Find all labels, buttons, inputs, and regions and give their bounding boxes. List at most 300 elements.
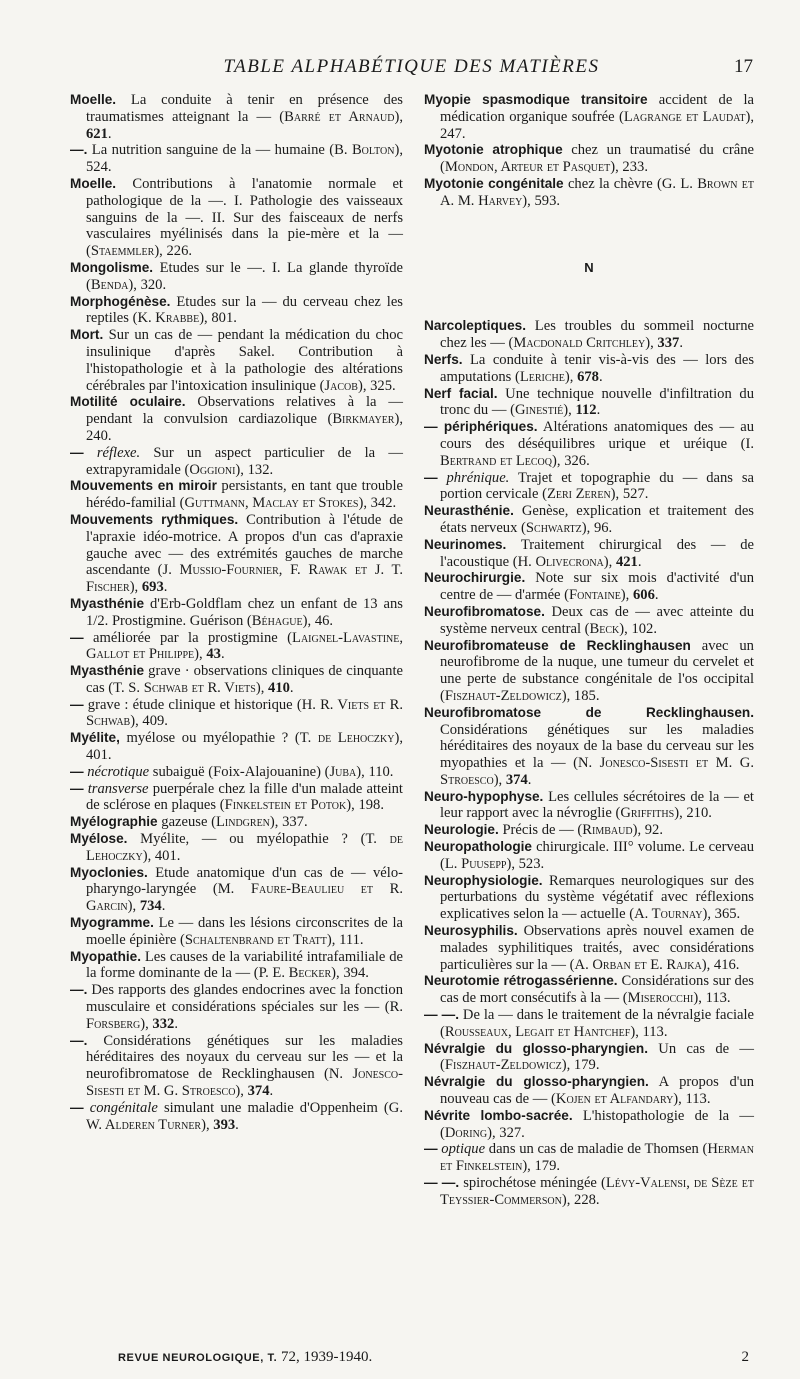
- entry-authors: Miserocchi: [627, 990, 694, 1007]
- entry-separator: ),: [331, 965, 344, 982]
- entry-text: Les troubles du sommeil nocturne chez les — (: [440, 318, 754, 352]
- entry-page: .: [598, 368, 603, 385]
- entry-authors: Jacob: [324, 377, 358, 394]
- entry-page: 337.: [282, 814, 308, 831]
- entry-headword: Nerf facial.: [424, 385, 498, 401]
- entry-text: Sur un cas de — pendant la médication du choc insulinique d'après Sakel. Contribution à l'histopathologie et à la pathologie des altérations cérébrales par l'intoxication insulinique (: [86, 327, 403, 394]
- entry-page-bold: 606: [632, 587, 655, 604]
- entry-headword: Narcoleptiques.: [424, 318, 526, 334]
- entry-text: Contribution à l'étude de l'apraxie idéo-motrice. A propos d'un cas d'apraxie gauche avec — des extrémités gauches de marche ascendante (: [86, 511, 403, 579]
- entry-page: 365.: [714, 906, 741, 923]
- entry-authors: Zeri Zeren: [546, 486, 611, 503]
- entry-headword: Myopie spasmodique transitoire: [424, 92, 648, 107]
- entry-authors: H. Olivecrona: [517, 553, 604, 570]
- index-entry: [424, 973, 754, 1007]
- entry-authors: G. W. Alderen Turner: [86, 1099, 403, 1133]
- entry-separator: ),: [326, 931, 340, 948]
- index-entry: [70, 294, 403, 328]
- entry-text: Note sur six mois d'activité d'un centre de — d'armée (: [440, 570, 754, 604]
- entry-page: 801.: [211, 310, 237, 327]
- entry-authors: Mondon, Arteur et Pasquet: [444, 159, 611, 176]
- entry-separator: ),: [561, 1057, 574, 1074]
- entry-authors: Juba: [329, 763, 357, 780]
- entry-authors: Griffiths: [620, 805, 675, 822]
- entry-authors: Ginestié: [514, 402, 564, 419]
- entry-page: .: [654, 587, 659, 604]
- entry-text: Considérations génétiques sur les maladies héréditaires des noyaux de la base du cerveau sur les myopathies et la — (: [440, 721, 754, 772]
- entry-page: 179.: [573, 1057, 600, 1074]
- entry-text: chez la chèvre (: [567, 175, 662, 192]
- entry-authors: K. Krabbe: [137, 310, 200, 327]
- entry-headword: — —.: [424, 1175, 460, 1191]
- entry-headword: — périphériques.: [424, 419, 538, 435]
- entry-headword: Neurofibromatose de Recklinghausen.: [424, 704, 754, 720]
- entry-headword: Myopathie.: [70, 948, 141, 964]
- entry-authors: Staemmler: [90, 243, 155, 260]
- entry-page: 102.: [631, 620, 657, 637]
- entry-page: 46.: [314, 612, 334, 629]
- entry-text: Trajet et topographie du — dans sa portion cervicale (: [440, 469, 754, 503]
- entry-headword: Névralgie du glosso-pharyngien.: [424, 1040, 649, 1056]
- index-entry: [424, 705, 754, 789]
- entry-text: Myélite, — ou myélopathie ? (: [140, 831, 366, 848]
- index-entry: [70, 596, 403, 630]
- entry-authors: Guttmann, Maclay et Stokes: [184, 495, 359, 512]
- entry-text: gazeuse (: [161, 814, 216, 831]
- entry-text: Deux cas de — avec atteinte du système nerveux central (: [440, 603, 754, 637]
- entry-authors: Doring: [444, 1124, 488, 1141]
- entry-authors: Rousseaux, Legait et Hantchef: [444, 1023, 631, 1040]
- entry-authors: Benda: [90, 276, 129, 293]
- entry-text: Considérations génétiques sur les maladies héréditaires des noyaux du cerveau sur les — et la neurofibromatose de Recklinghausen (: [86, 1032, 403, 1083]
- entry-page: 113.: [685, 1091, 711, 1108]
- entry-page: 247.: [440, 125, 466, 142]
- index-entry: [424, 352, 754, 386]
- entry-headword: Neurophysiologie.: [424, 872, 543, 888]
- index-entry: [70, 663, 403, 697]
- entry-separator: ),: [194, 646, 207, 663]
- entry-page: 233.: [622, 159, 648, 176]
- entry-authors: Béhague: [251, 612, 303, 629]
- entry-page: 593.: [534, 192, 561, 209]
- entry-page: 113.: [642, 1023, 668, 1040]
- entry-separator: ),: [129, 579, 142, 596]
- entry-text: Observations après nouvel examen de malades syphilitiques traités, avec considérations particulières sur la — (: [440, 923, 754, 973]
- page-title: TABLE ALPHABÉTIQUE DES MATIÈRES: [223, 56, 600, 77]
- entry-headword: Neurasthénie.: [424, 503, 514, 519]
- entry-separator: ),: [522, 192, 535, 209]
- entry-authors: Schaltenbrand et Tratt: [184, 931, 327, 948]
- index-entry: [424, 1007, 754, 1041]
- entry-headword: Neuro-hypophyse.: [424, 788, 544, 804]
- entry-text: accident de la médication organique soufrée (: [440, 92, 755, 125]
- entry-authors: Macdonald Critchley: [513, 335, 646, 352]
- entry-authors: Lagrange et Laudat: [623, 108, 746, 125]
- entry-text: Sur un aspect particulier de la — extrapyramidale (: [86, 444, 403, 478]
- entry-text: dans un cas de maladie de Thomsen (: [488, 1141, 708, 1158]
- entry-text: Un cas de — (: [440, 1040, 754, 1074]
- entry-page: 96.: [593, 519, 613, 536]
- entry-headword: Mongolisme.: [70, 259, 154, 275]
- entry-text: spirochétose méningée (: [463, 1175, 606, 1192]
- entry-headword: Morphogénèse.: [70, 293, 171, 309]
- entry-page-bold: 693: [141, 579, 164, 596]
- entry-headword: Myasthénie: [70, 595, 145, 611]
- entry-authors: M. Faure-Beaulieu et R. Garcin: [86, 881, 403, 915]
- entry-page: 416.: [713, 956, 740, 973]
- entry-headword: Myasthénie: [70, 663, 145, 679]
- entry-text: d'Erb-Goldflam chez un enfant de 13 ans 1/2. Prostigmine. Guérison (: [86, 595, 403, 629]
- entry-separator: ),: [632, 822, 645, 839]
- index-entry: [424, 923, 754, 973]
- index-entry: [424, 1141, 754, 1175]
- entry-headword: Myélographie: [70, 814, 158, 830]
- entry-page: .: [679, 335, 683, 352]
- entry-page: .: [637, 553, 642, 570]
- entry-headword: —: [70, 780, 84, 796]
- entry-authors: H. R. Viets et R. Schwab: [86, 696, 403, 730]
- index-entry: [70, 865, 403, 915]
- entry-headword: Névralgie du glosso-pharyngien.: [424, 1074, 649, 1090]
- entry-headword: Neurosyphilis.: [424, 923, 518, 939]
- entry-headword: Neurofibromateuse de Recklinghausen: [424, 637, 691, 653]
- entry-page: .: [107, 125, 112, 142]
- entry-text: Les cellules sécrétoires de la — et leur rapport avec la névroglie (: [440, 788, 754, 822]
- entry-page: 401.: [154, 847, 181, 864]
- entry-text: La conduite à tenir vis-à-vis des — lors des amputations (: [440, 351, 755, 385]
- entry-headword: Moelle.: [70, 175, 117, 191]
- right-column-n-entries: [424, 318, 754, 1208]
- entry-separator: ),: [235, 1083, 248, 1100]
- entry-page: 320.: [140, 276, 167, 293]
- entry-page: 327.: [499, 1124, 525, 1141]
- entry-text: A propos d'un nouveau cas de — (: [440, 1074, 754, 1108]
- entry-separator: ),: [693, 990, 706, 1007]
- entry-text: Traitement chirurgical des — de l'acoustique (: [440, 536, 754, 570]
- entry-text: grave · observations cliniques de cinquante cas (: [86, 663, 403, 696]
- running-header: [70, 56, 753, 82]
- entry-text: Observations relatives à la — pendant la convulsion cardiazolique (: [86, 394, 403, 428]
- entry-text: Genèse, explication et traitement des états nerveux (: [440, 503, 754, 536]
- entry-authors: N. Jonesco-Sisesti et M. G. Stroesco: [86, 1066, 403, 1100]
- entry-page-bold: 374: [247, 1083, 270, 1100]
- entry-headword: Nerfs.: [424, 351, 463, 367]
- entry-headword: Myélose.: [70, 831, 128, 847]
- entry-headword: Motilité oculaire.: [70, 394, 186, 410]
- entry-page-bold: 421: [615, 553, 638, 570]
- entry-headword: Myotonie atrophique: [424, 142, 563, 158]
- index-entry: [424, 1074, 754, 1108]
- entry-subheading: optique: [441, 1141, 486, 1158]
- entry-separator: ),: [561, 687, 574, 704]
- entry-page: 110.: [368, 763, 394, 780]
- index-entry: [70, 394, 403, 444]
- entry-text: L'histopathologie de la — (: [440, 1107, 754, 1141]
- entry-page: 185.: [573, 687, 600, 704]
- entry-headword: —: [70, 629, 84, 645]
- entry-page: 132.: [247, 461, 274, 478]
- entry-headword: —: [424, 469, 438, 485]
- entry-separator: ),: [673, 1091, 686, 1108]
- index-entry: [70, 915, 403, 949]
- page-number: 17: [734, 56, 753, 77]
- entry-separator: ),: [552, 452, 565, 469]
- index-entry: [70, 445, 403, 479]
- entry-page: .: [527, 771, 532, 788]
- entry-separator: ),: [199, 310, 212, 327]
- entry-separator: ),: [394, 142, 403, 159]
- entry-headword: Neurofibromatose.: [424, 603, 545, 619]
- entry-headword: Mort.: [70, 327, 104, 343]
- entry-headword: Mouvements en miroir: [70, 478, 217, 494]
- entry-page-bold: 621: [86, 125, 108, 142]
- entry-page: .: [161, 898, 166, 915]
- entry-page: 179.: [534, 1158, 561, 1175]
- entry-headword: Neuropathologie: [424, 839, 532, 855]
- index-entry: [70, 512, 403, 596]
- entry-text: améliorée par la prostigmine (: [93, 629, 293, 646]
- entry-page: 92.: [644, 822, 663, 839]
- entry-authors: Oggioni: [189, 461, 236, 478]
- entry-page: 228.: [574, 1191, 600, 1208]
- entry-text: Considérations sur des cas de mort consécutifs à la — (: [440, 973, 754, 1007]
- entry-separator: ),: [142, 847, 155, 864]
- entry-page-bold: 374: [505, 771, 528, 788]
- entry-separator: ),: [610, 159, 623, 176]
- entry-text: Une technique nouvelle d'infiltration du tronc du — (: [440, 385, 754, 419]
- entry-page: .: [289, 679, 294, 696]
- entry-authors: B. Bolton: [334, 142, 395, 159]
- entry-authors: Beck: [589, 620, 620, 637]
- entry-page: .: [235, 1116, 239, 1133]
- index-entry: [70, 949, 403, 983]
- entry-headword: —: [70, 1099, 84, 1115]
- entry-headword: Myélite,: [70, 730, 120, 746]
- entry-separator: ),: [603, 553, 616, 570]
- index-entry: [424, 318, 754, 352]
- entry-authors: Fiszhaut-Zeldowicz: [444, 1057, 562, 1074]
- entry-separator: ),: [522, 1158, 535, 1175]
- entry-authors: Finkelstein et Potok: [224, 797, 347, 814]
- entry-headword: Moelle.: [70, 92, 117, 107]
- index-entry: [70, 764, 403, 781]
- index-entry: [70, 1033, 403, 1100]
- entry-separator: ),: [620, 587, 633, 604]
- entry-separator: ),: [581, 519, 594, 536]
- entry-text: De la — dans le traitement de la névralgie faciale (: [440, 1007, 755, 1040]
- entry-page: 240.: [86, 427, 112, 444]
- entry-page: .: [163, 579, 168, 596]
- index-entry: [424, 604, 754, 638]
- index-entry: [424, 1175, 754, 1209]
- entry-separator: ),: [302, 612, 315, 629]
- entry-headword: —.: [70, 1032, 88, 1048]
- entry-page-bold: 678: [577, 368, 599, 385]
- entry-text: Précis de — (: [502, 822, 583, 839]
- right-column: [424, 92, 754, 1209]
- entry-text: Des rapports des glandes endocrines avec la fonction musculaire et considérations spéciales sur les — (: [86, 982, 403, 1016]
- index-entry: [70, 982, 403, 1032]
- entry-headword: —: [70, 696, 84, 712]
- entry-separator: ),: [487, 1124, 500, 1141]
- index-entry: [424, 142, 754, 176]
- index-entry: [70, 831, 403, 865]
- entry-text: simulant une maladie d'Oppenheim (: [163, 1099, 389, 1116]
- entry-authors: L. Puusepp: [444, 855, 507, 872]
- page-footer: [70, 1349, 753, 1371]
- entry-page-bold: 410: [268, 679, 290, 696]
- entry-page: 198.: [358, 797, 384, 814]
- index-entry: [70, 176, 403, 260]
- entry-separator: ),: [561, 1191, 575, 1208]
- entry-page-bold: 43: [206, 646, 221, 663]
- index-entry: [70, 92, 403, 142]
- entry-separator: ),: [255, 679, 269, 696]
- entry-separator: ),: [356, 763, 369, 780]
- entry-page: 524.: [86, 159, 112, 176]
- index-entry: [424, 470, 754, 504]
- index-entry: [424, 638, 754, 705]
- entry-page: 394.: [343, 965, 369, 982]
- index-entry: [424, 1108, 754, 1142]
- section-letter: N: [584, 259, 594, 275]
- entry-separator: ),: [154, 243, 167, 260]
- entry-page: 210.: [686, 805, 712, 822]
- right-column-m-entries: [424, 92, 754, 210]
- entry-text: myélose ou myélopathie ? (: [126, 730, 300, 747]
- entry-page: 111.: [339, 931, 364, 948]
- entry-authors: Rimbaud: [582, 822, 633, 839]
- entry-separator: ),: [346, 797, 359, 814]
- entry-page: .: [220, 646, 225, 663]
- entry-text: Etude anatomique d'un cas de — vélo-pharyngo-laryngée (: [86, 864, 403, 898]
- entry-separator: ),: [394, 730, 404, 747]
- entry-text: Le — dans les lésions circonscrites de la moelle épinière (: [86, 915, 403, 948]
- entry-page: 326.: [564, 452, 590, 469]
- entry-page: 527.: [622, 486, 649, 503]
- index-entry: [424, 503, 754, 537]
- entry-page: .: [596, 402, 601, 419]
- entry-page: 401.: [86, 747, 112, 764]
- entry-text: subaiguë (Foix-Alajouanine) (: [152, 763, 330, 780]
- entry-authors: T. S. Schwab et R. Viets: [113, 679, 256, 696]
- entry-text: La conduite à tenir en présence des traumatismes atteignant la — (: [86, 92, 403, 125]
- entry-subheading: phrénique.: [446, 469, 510, 486]
- entry-text: Etudes sur le —. I. La glande thyroïde (: [86, 259, 403, 293]
- entry-separator: ),: [619, 620, 632, 637]
- index-entry: [70, 814, 403, 831]
- index-entry: [424, 386, 754, 420]
- entry-headword: —.: [70, 142, 88, 158]
- entry-authors: Kojen et Alfandary: [555, 1091, 674, 1108]
- entry-headword: —: [70, 444, 84, 460]
- entry-headword: Neurochirurgie.: [424, 570, 526, 586]
- entry-separator: ),: [701, 956, 714, 973]
- entry-separator: ),: [645, 335, 658, 352]
- entry-headword: Neurologie.: [424, 822, 499, 838]
- entry-separator: ),: [201, 1116, 214, 1133]
- entry-page-bold: 332: [152, 1015, 175, 1032]
- entry-text: puerpérale chez la fille d'un malade atteint de sclérose en plaques (: [86, 780, 403, 814]
- entry-authors: P. E. Becker: [258, 965, 332, 982]
- entry-headword: —.: [70, 982, 88, 998]
- entry-page: .: [269, 1083, 274, 1100]
- entry-headword: —: [424, 1141, 438, 1157]
- entry-separator: ),: [493, 771, 506, 788]
- index-entry: [70, 260, 403, 294]
- entry-separator: ),: [610, 486, 623, 503]
- entry-authors: Fiszhaut-Zeldowicz: [444, 687, 562, 704]
- index-entry: [424, 789, 754, 823]
- index-entry: [424, 419, 754, 469]
- journal-reference: [118, 1349, 372, 1366]
- entry-text: Remarques neurologiques sur des perturbations du système végétatif avec réflexions explicatives selon la — actuelle (: [440, 872, 754, 923]
- entry-separator: ),: [394, 108, 403, 125]
- entry-headword: Myogramme.: [70, 915, 154, 931]
- entry-authors: Laignel-Lavastine, Gallot et Philippe: [86, 629, 403, 663]
- signature-mark: 2: [741, 1349, 749, 1365]
- entry-subheading: nécrotique: [87, 763, 150, 780]
- entry-page-bold: 337: [657, 335, 680, 352]
- journal-years: 1939-1940.: [303, 1349, 373, 1365]
- entry-headword: —: [70, 763, 84, 779]
- index-entry: [424, 537, 754, 571]
- entry-page-bold: 112: [575, 402, 597, 419]
- entry-page-bold: 393: [213, 1116, 236, 1133]
- entry-page: 325.: [370, 377, 396, 394]
- entry-separator: ),: [394, 411, 403, 428]
- entry-authors: T. de Lehoczky: [86, 831, 403, 864]
- entry-authors: I. Bertrand et Lecoq: [440, 435, 754, 469]
- index-entry: [424, 570, 754, 604]
- entry-authors: J. Mussio-Fournier, F. Rawak et J. T. Fischer: [86, 562, 403, 596]
- index-entry: [70, 327, 403, 394]
- index-entry: [424, 822, 754, 839]
- entry-page: 523.: [518, 855, 545, 872]
- entry-separator: ),: [127, 898, 140, 915]
- entry-page: 342.: [370, 495, 397, 512]
- index-entry: [424, 873, 754, 923]
- entry-headword: Neurotomie rétrogassérienne.: [424, 973, 618, 989]
- entry-headword: Neurinomes.: [424, 536, 507, 552]
- entry-authors: Fontaine: [569, 587, 621, 604]
- entry-page-bold: 734: [139, 898, 162, 915]
- entry-separator: ),: [140, 1015, 153, 1032]
- entry-text: grave : étude clinique et historique (: [87, 696, 302, 713]
- entry-separator: ),: [506, 855, 519, 872]
- entry-authors: G. L. Brown et A. M. Harvey: [440, 175, 754, 209]
- entry-separator: ),: [357, 377, 371, 394]
- entry-text: persistants, en tant que trouble hérédo-familial (: [86, 478, 403, 512]
- entry-authors: Herman et Finkelstein: [440, 1141, 754, 1175]
- entry-authors: A. Tournay: [634, 906, 703, 923]
- entry-page: 226.: [166, 243, 193, 260]
- entry-authors: N. Jonesco-Sisesti et M. G. Stroesco: [440, 755, 754, 788]
- entry-headword: Névrite lombo-sacrée.: [424, 1107, 573, 1123]
- entry-authors: T. de Lehoczky: [299, 730, 395, 747]
- entry-text: Etudes sur la — du cerveau chez les reptiles (: [86, 293, 403, 327]
- index-entry: [70, 697, 403, 731]
- entry-authors: Leriche: [519, 368, 565, 385]
- entry-authors: Schwartz: [525, 519, 582, 536]
- entry-page: 409.: [142, 713, 168, 730]
- journal-name: REVUE NEUROLOGIQUE, T.: [118, 1352, 278, 1364]
- index-entry: [70, 478, 403, 512]
- entry-separator: ),: [702, 906, 715, 923]
- entry-text: Contributions à l'anatomie normale et pathologique de la —. I. Pathologie des vaisseaux sanguins de la —. II. Sur des faisceaux de nerfs vasculaires myélinisés dans la pie-mère et la — (: [86, 175, 403, 260]
- index-entry: [70, 142, 403, 176]
- entry-separator: ),: [630, 1023, 643, 1040]
